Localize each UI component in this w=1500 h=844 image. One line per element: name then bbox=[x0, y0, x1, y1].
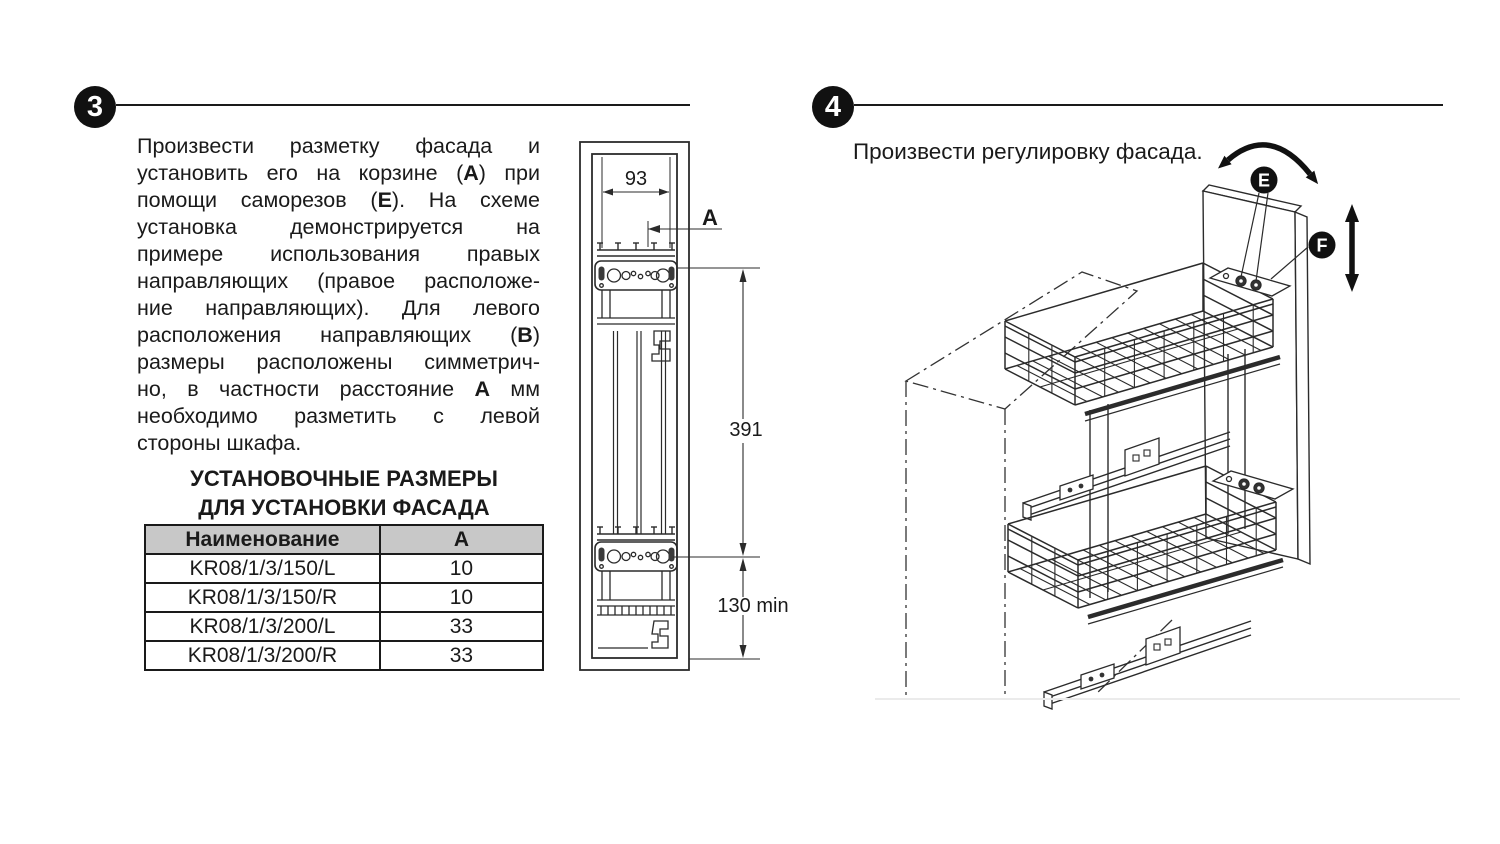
section-3-rule bbox=[116, 104, 690, 106]
instruction-line: примере использования правых bbox=[137, 242, 540, 266]
dim-a-label: А bbox=[702, 205, 718, 230]
instruction-line: установить его на корзине (А) при bbox=[137, 161, 540, 185]
instruction-line: ние направляющих). Для левого bbox=[137, 296, 540, 320]
marker-f bbox=[1309, 232, 1336, 259]
cell-model-code: KR08/1/3/150/L bbox=[145, 554, 380, 583]
cell-a-value: 10 bbox=[380, 583, 543, 612]
cell-model-code: KR08/1/3/150/R bbox=[145, 583, 380, 612]
mounting-plate-bottom bbox=[595, 542, 677, 571]
dim-a-arrow bbox=[648, 225, 660, 233]
lower-rail bbox=[1044, 621, 1251, 709]
dim-93-label: 93 bbox=[624, 168, 648, 190]
table-title bbox=[144, 464, 544, 522]
upper-rail bbox=[1023, 432, 1230, 520]
section-4-number: 4 bbox=[824, 90, 842, 123]
section-3-number: 3 bbox=[86, 90, 104, 123]
instruction-paragraph bbox=[137, 133, 540, 457]
cabinet-outline bbox=[580, 142, 689, 670]
marker-e-label: E bbox=[1257, 170, 1271, 191]
instruction-line: расположения направляющих (В) bbox=[137, 323, 540, 347]
dimensions-table bbox=[144, 524, 544, 671]
vertical-arrow-icon bbox=[1345, 204, 1359, 292]
instruction-line: необходимо разметить с левой bbox=[137, 404, 540, 428]
instruction-line: направляющих (правое расположе- bbox=[137, 269, 540, 293]
front-view-figure bbox=[570, 135, 800, 680]
instruction-line: стороны шкафа. bbox=[137, 431, 302, 455]
table-row bbox=[145, 554, 543, 583]
table-title-line-1: УСТАНОВОЧНЫЕ РАЗМЕРЫ bbox=[190, 466, 498, 491]
dim-93-arrow-left bbox=[603, 189, 613, 196]
cell-model-code: KR08/1/3/200/R bbox=[145, 641, 380, 670]
dim-130-label: 130 min bbox=[717, 595, 789, 617]
mounting-plate-top bbox=[595, 261, 677, 290]
dim-93-arrow-right bbox=[659, 189, 669, 196]
section-3-number-badge bbox=[74, 86, 116, 128]
table-row bbox=[145, 583, 543, 612]
basket-top-assembly bbox=[597, 243, 675, 256]
instruction-line: установка демонстрируется на bbox=[137, 215, 540, 239]
section-4-caption: Произвести регулировку фасада. bbox=[853, 139, 1203, 164]
marker-e bbox=[1251, 167, 1278, 194]
cell-a-value: 10 bbox=[380, 554, 543, 583]
instruction-line: Произвести разметку фасада и bbox=[137, 134, 540, 158]
cabinet-box bbox=[906, 272, 1172, 699]
adjustment-figure bbox=[860, 120, 1490, 840]
table-row bbox=[145, 612, 543, 641]
cell-a-value: 33 bbox=[380, 612, 543, 641]
table-head bbox=[145, 525, 543, 554]
section-4-rule bbox=[854, 104, 1443, 106]
section-4-number-badge bbox=[812, 86, 854, 128]
table-header-a: А bbox=[380, 525, 543, 554]
table-row bbox=[145, 641, 543, 670]
marker-f-label: F bbox=[1316, 235, 1328, 256]
dim-391-label: 391 bbox=[729, 419, 763, 441]
cell-a-value: 33 bbox=[380, 641, 543, 670]
instruction-line: размеры расположены симметрич- bbox=[137, 350, 540, 374]
basket-bottom-assembly bbox=[597, 527, 675, 540]
table-title-line-2: ДЛЯ УСТАНОВКИ ФАСАДА bbox=[198, 495, 490, 520]
instruction-line: но, в частности расстояние А мм bbox=[137, 377, 540, 401]
cell-model-code: KR08/1/3/200/L bbox=[145, 612, 380, 641]
instruction-line: помощи саморезов (Е). На схеме bbox=[137, 188, 540, 212]
table-header-name: Наименование bbox=[145, 525, 380, 554]
basket-lower-wires bbox=[597, 571, 675, 648]
basket-upper-wires bbox=[597, 290, 675, 361]
